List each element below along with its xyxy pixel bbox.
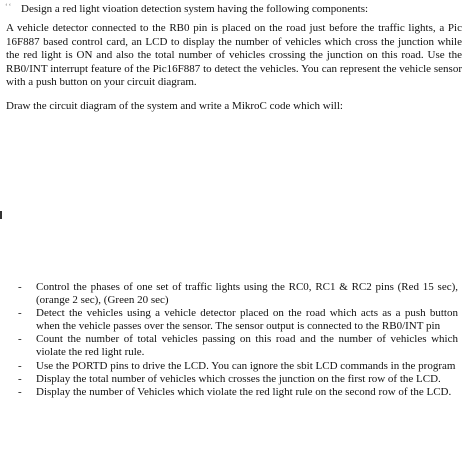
list-item — [18, 360, 458, 373]
bullet-marker: - — [18, 281, 22, 293]
requirements-list — [18, 281, 458, 400]
list-item — [18, 333, 458, 359]
list-item — [18, 281, 458, 307]
list-item — [18, 386, 458, 399]
bullet-marker: - — [18, 386, 22, 399]
bullet-marker: - — [18, 333, 22, 346]
list-item-text: Display the total number of vehicles which crosses the junction on the first row of the LCD. — [36, 372, 441, 385]
list-item-text: Control the phases of one set of traffic lights using the RC0, RC1 & RC2 pins (Red 15 sec), (orange 2 sec), (Green 20 sec) — [36, 281, 458, 306]
problem-description: A vehicle detector connected to the RB0 pin is placed on the road just before the traffic lights, a Pic 16F887 based control card, an LCD to display the number of vehicles which cross the junction while the red light is ON and also the total number of vehicles crossing the junction on this road. Use the RB0/INT interrupt feature of the Pic16F887 to detect the vehicles. You can represent the vehicle sensor with a push button on your circuit diagram. — [6, 22, 462, 89]
bullet-marker: - — [18, 359, 22, 372]
margin-marker — [0, 211, 2, 219]
bullet-marker: - — [18, 372, 22, 385]
bullet-marker: - — [18, 307, 22, 320]
question-heading: Design a red light vioation detection system having the following components: — [21, 3, 369, 15]
list-item-text: Detect the vehicles using a vehicle detector placed on the road which acts as a push button when the vehicle passes over the sensor. The sensor output is connected to the RB0/INT pin — [36, 307, 458, 333]
list-item-text: Display the number of Vehicles which violate the red light rule on the second row of the LCD. — [36, 386, 452, 399]
list-item — [18, 307, 458, 333]
list-item-text: Use the PORTD pins to drive the LCD. You can ignore the sbit LCD commands in the program — [36, 359, 456, 372]
list-item — [18, 373, 458, 386]
task-instruction: Draw the circuit diagram of the system and write a MikroC code which will: — [6, 100, 343, 112]
heading-mark: ʻʻ — [5, 2, 13, 11]
list-item-text: Count the number of total vehicles passing on this road and the number of vehicles which violate the red light rule. — [36, 333, 458, 359]
